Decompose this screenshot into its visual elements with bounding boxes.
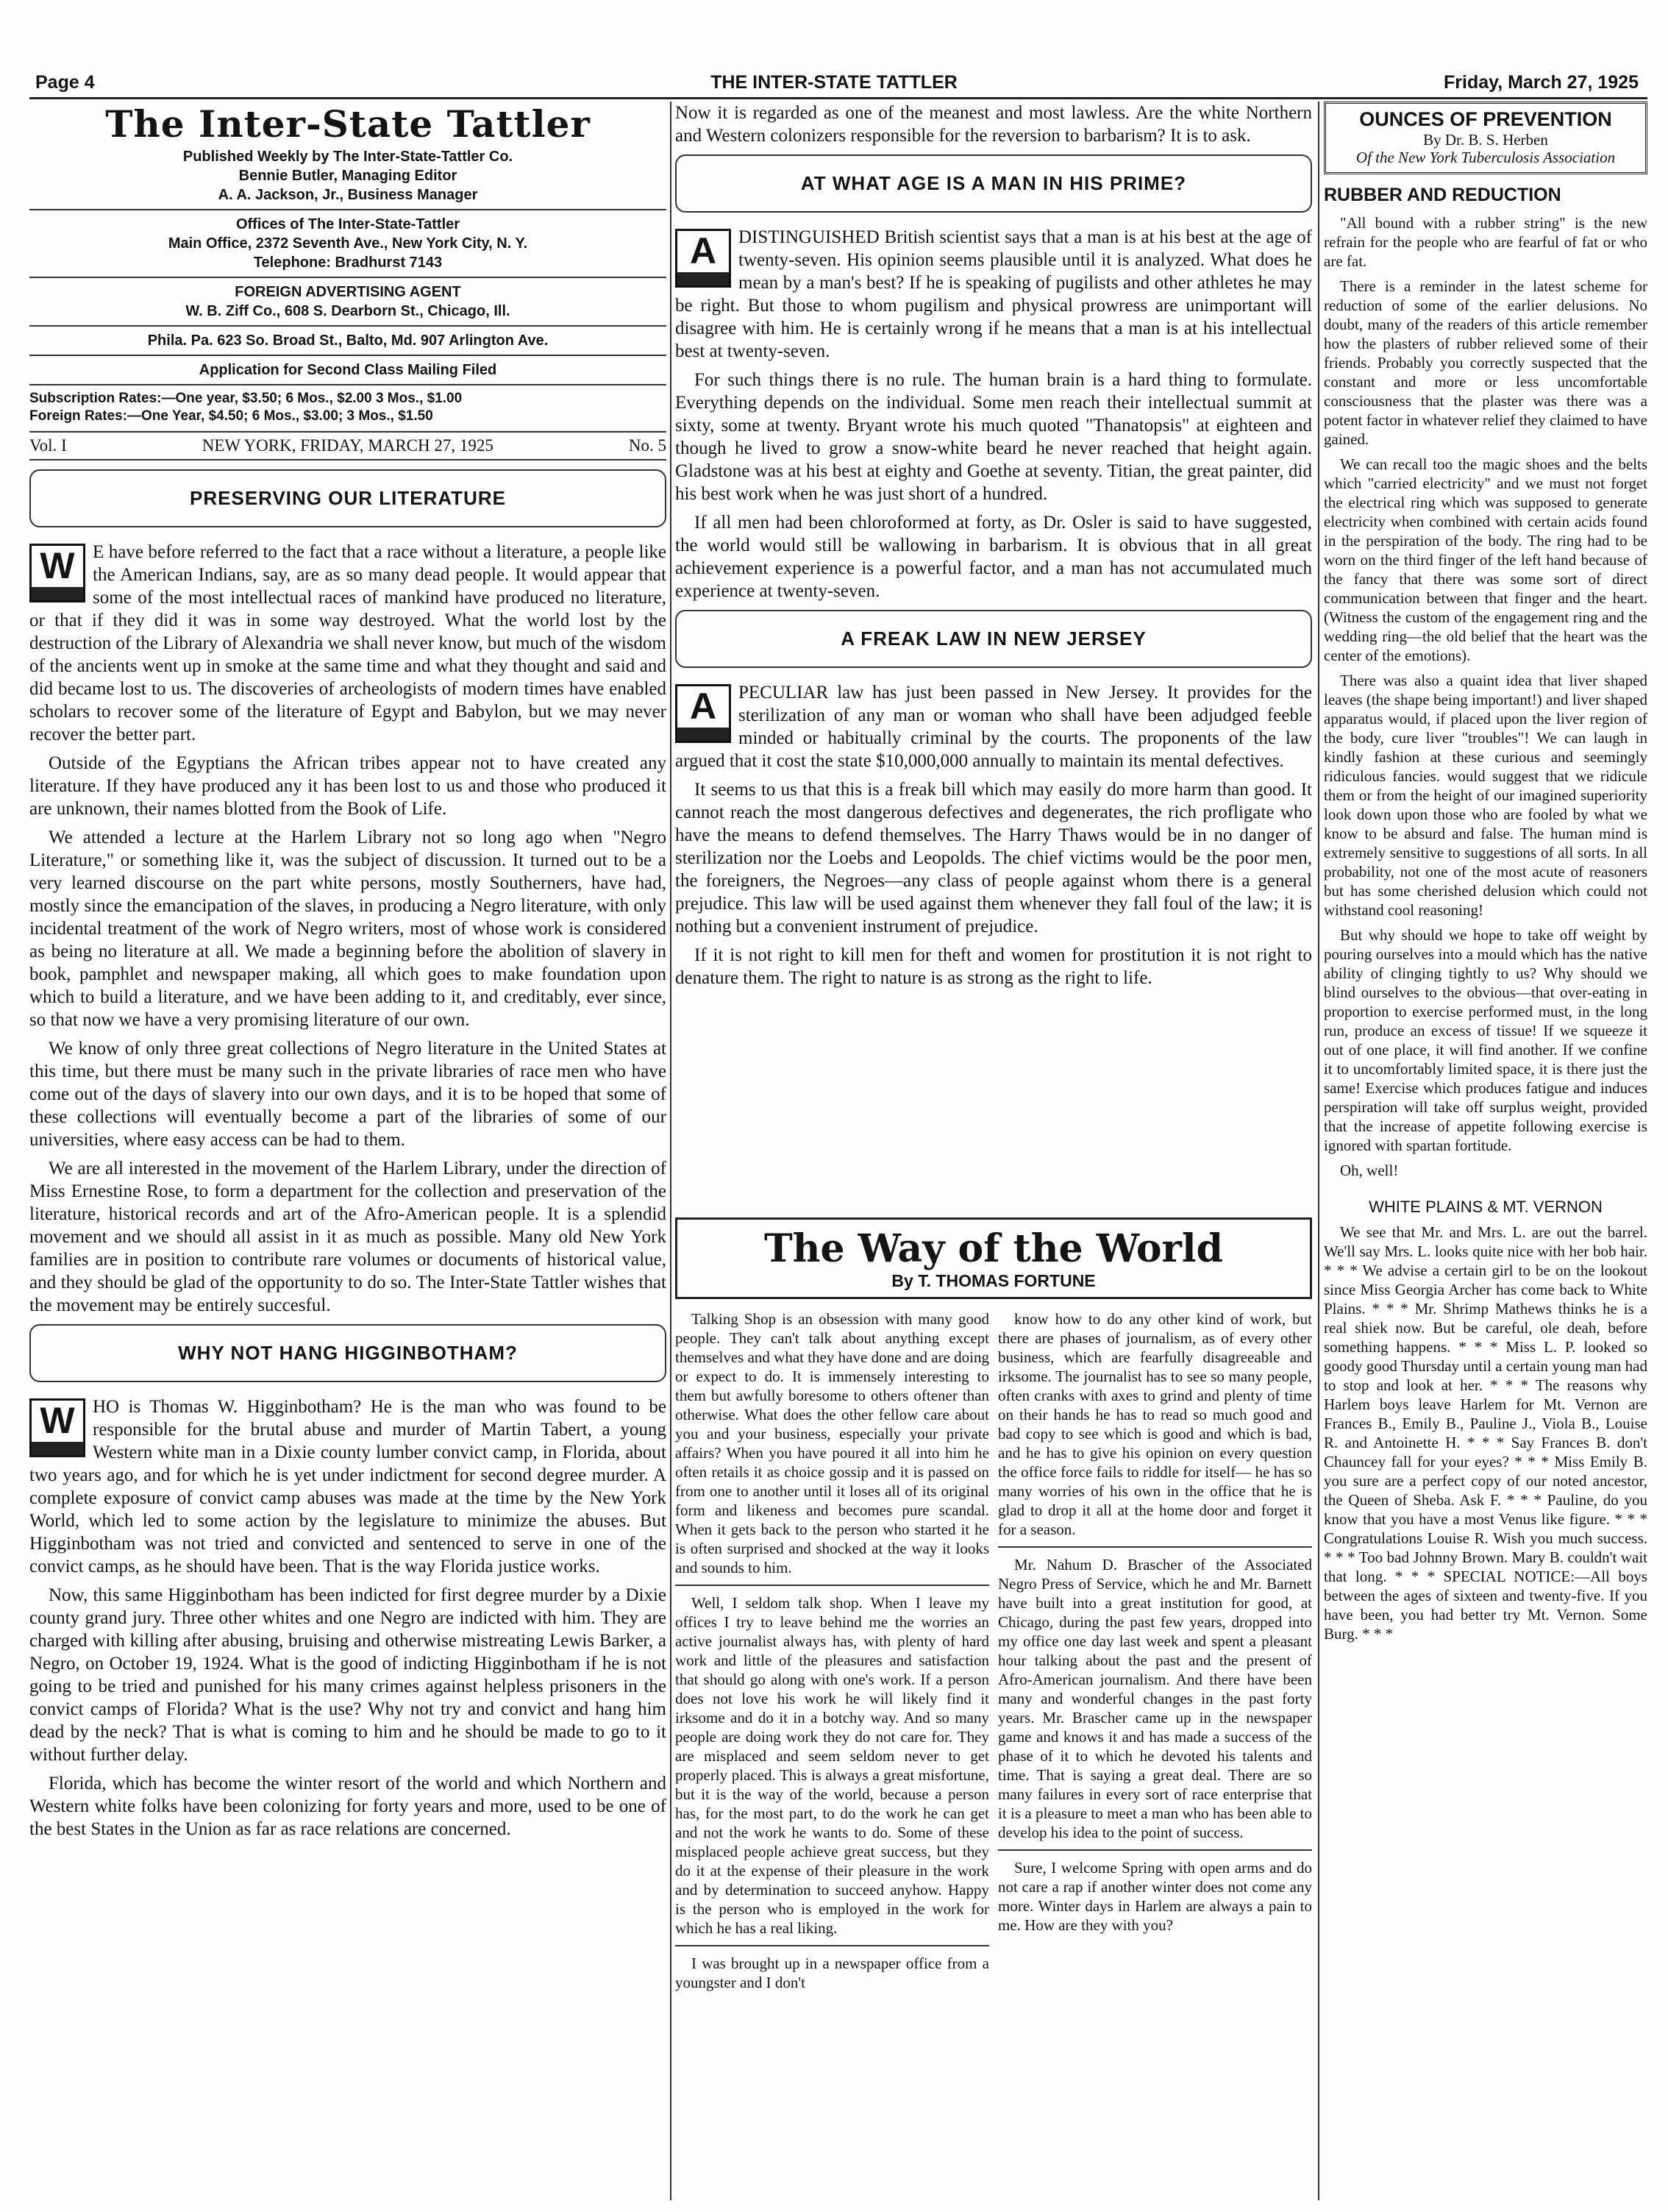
separator — [998, 1546, 1312, 1548]
paragraph: know how to do any other kind of work, but there are phases of journalism, as of every other business, which are fearfully disagreeable and irksome. The journalist has to see so many people, often cranks with axes to grind and plenty of time on their hands he has to read so much good and bad copy to see which is good and which is bad, and he has to give his opinion on every question the office force fails to riddle for itself— he has so many worries of his own in the office that he is glad to drop it all at the home door and forget it for a season. — [998, 1310, 1312, 1538]
drop-cap-letter: W — [40, 1400, 75, 1441]
paragraph: We are all interested in the movement of the Harlem Library, under the direction of Miss Ernestine Rose, to form a department for the collection and preservation of the literature, historical records and art of the Afro-American people. It is a splendid movement and we should all assist in it as much as possible. Many old New York families are in position to contribute rare volumes or documents of historical value, and they should be glad of the opportunity to do so. The Inter-State Tattler wishes that the movement may be entirely succesful. — [29, 1159, 666, 1315]
folio-page: Page 4 — [35, 72, 95, 93]
subcolumn-left — [675, 1309, 989, 2177]
column-2 — [675, 102, 1312, 988]
article-freak-law — [675, 681, 1312, 989]
article-literature — [29, 541, 666, 1317]
paragraph: There is a reminder in the latest scheme for reduction of some of the earlier delusions. No doubt, many of the readers of this article remember how the plasters of rubber relieved some of their friends. Probably you correctly suspected that the constant and more or less uncomfortable consciousness that the plaster was there was a potent factor in whatever relief they claimed to have gained. — [1324, 277, 1647, 448]
folio-strip — [29, 72, 1639, 97]
paragraph: We know of only three great collections of Negro literature in the United States at this time, but there must be many such in the private libraries of race men who have come out of the days of slavery into our own days, and it is to be hoped that some of these collections will eventually become a part of the libraries of some of our universities, where easy access can be had to them. — [29, 1039, 666, 1150]
paragraph: But why should we hope to take off weight by pouring ourselves into a mould which has the native ability of clinging tightly to us? Why should we blind ourselves to the obvious—that over-eating in proportion to exercise performed must, in the long run, produce an excess of tissue! If we squeeze it out of one place, it will find another. If we confine it to uncomfortably limited space, it is there just the same! Exercise which produces fatigue and induces perspiration will take off surplus weight, provided that the increase of appetite following exercise is ignored with spartan fortitude. — [1324, 926, 1647, 1154]
way-of-the-world-heading — [675, 1217, 1312, 1299]
column-1 — [29, 102, 666, 2199]
paragraph: Now, this same Higginbotham has been indicted for first degree murder by a Dixie county grand jury. Three other whites and one Negro are indicted with him. They are charged with killing after abusing, bruising and otherwise mistreating Lewis Barker, a Negro, on October 19, 1924. What is the good of indicting Higginbotham if he is not going to be tried and punished for his many crimes against helpless prisoners in the convict camps of Florida? What is the use? Why not try and convict and hang him dead by the neck? That is what is coming to him and he should be made to go to it without further delay. — [29, 1585, 666, 1765]
paragraph: If it is not right to kill men for theft and women for prostitution it is not right to denature them. The right to nature is as strong as the right to life. — [675, 945, 1312, 988]
agent-line: W. B. Ziff Co., 608 S. Dearborn St., Chicago, Ill. — [185, 303, 510, 319]
article-higginbotham — [29, 1395, 666, 1841]
drop-cap — [675, 229, 731, 288]
separator — [675, 1585, 989, 1586]
column-rule — [670, 102, 671, 2200]
drop-cap — [29, 1398, 85, 1457]
masthead-line: Published Weekly by The Inter-State-Tattler Co. — [182, 149, 513, 165]
ounces-author: By Dr. B. S. Herben — [1423, 131, 1548, 149]
paragraph: Sure, I welcome Spring with open arms and do not care a rap if another winter does not come any more. Winter days in Harlem are always a pain to me. How are they with you? — [998, 1859, 1312, 1934]
paragraph: There was also a quaint idea that liver shaped leaves (the shape being important!) and liver shaped apparatus would, if placed upon the liver region of the body, cure liver "troubles"! We can laugh in kindly fashion at these curious and seemingly ridiculous fancies. would suggest that we ridicule them or from the height of our imagined superiority look down upon those who are fooled by what we know to be absurd and false. The human mind is extremely sensitive to suggestions of all sorts. In all probability, not one of the most acute of reasoners but has some cherished delusion which could not withstand cool reasoning! — [1324, 672, 1647, 919]
column-rule — [1318, 102, 1319, 2200]
drop-cap-letter: W — [40, 545, 75, 586]
paragraph: Oh, well! — [1340, 1162, 1399, 1179]
paragraph: We attended a lecture at the Harlem Library not so long ago when "Negro Literature," or something like it, was the subject of discussion. It turned out to be a very learned discourse on the part white persons, mostly Southerners, have had, mostly since the emancipation of the slaves, in producing a Negro literature, with only incidental treatment of the work of Negro writers, most of whose work is considered as being no literature at all. We made a beginning before the abolition of slavery in book, pamphlet and newspaper making, all which goes to make foundation upon which to build a literature, and we have been adding to it, and creditably, ever since, so that now we have a very promising literature of our own. — [29, 828, 666, 1030]
paragraph: PECULIAR law has just been passed in New Jersey. It provides for the sterilization of any man or woman who shall have been adjudged feeble minded or habitually criminal by the courts. The proponents of the law argued that it cost the state $10,000,000 annually to maintain its mental defectives. — [675, 683, 1312, 771]
ornament-icon — [677, 272, 729, 285]
offices-line: Offices of The Inter-State-Tattler — [235, 216, 460, 232]
paragraph: We see that Mr. and Mrs. L. are out the barrel. We'll say Mrs. L. looks quite nice with her bob hair. * * * We advise a certain girl to be on the lookout since Miss Georgia Archer has come back to White Plains. * * * Mr. Shrimp Mathews thinks he is a real shiek now. But be careful, ole deah, before something happens. * * * Miss L. P. looked so goody good Thursday until a certain young man had to stop and look at her. * * * The reasons why Harlem boys leave Harlem for Mt. Vernon are Frances B., Emily B., Pauline J., Viola B., Louise R. and Antoinette H. * * * Say Frances B. don't Chauncey fall for your eyes? * * * Miss Emily B. you sure are a perfect copy of our noted ancestor, the Queen of Sheba. Ask F. * * * Pauline, do you know that you have a most Venus like figure. * * * Congratulations Louise R. Wish you much success. * * * Too bad Johnny Brown. Mary B. couldn't wait that long. * * * SPECIAL NOTICE:—All boys between the ages of sixteen and twenty-five. If you have been, you had better try Mt. Vernon. Some Burg. * * * — [1324, 1223, 1647, 1643]
paragraph: It seems to us that this is a freak bill which may easily do more harm than good. It cannot reach the most dangerous defectives and degenerates, the rich profligate who have the means to defend themselves. The Harry Thaws would be in no danger of sterilization nor the Loebs and Leopolds. The chief victims would be the poor men, the foreigners, the Negroes—any class of people against whom there is a general prejudice. This law will be used against them whenever they fall foul of the law; it is nothing but a convenient instrument of prejudice. — [675, 780, 1312, 936]
subcolumn-right — [998, 1309, 1312, 2177]
paragraph: Outside of the Egyptians the African tribes appear not to have created any literature. If they have produced any it has been lost to us and those who produced it are unknown, their names blotted from the Book of Life. — [29, 753, 666, 819]
volume: Vol. I — [29, 436, 67, 455]
issue-number: No. 5 — [628, 436, 666, 455]
paragraph: Well, I seldom talk shop. When I leave my offices I try to leave behind me the worries an active journalist always has, with plenty of hard work and little of the pleasures and satisfaction that should go along with one's work. If a person does not love his work he will likely find it irksome and do it in a botchy way. And so many people are doing work they do not care for. They are misplaced and seem seldom never to get properly placed. This is always a great misfortune, but it is the way of the world, because a person has, for the most part, to do the work he can get and not the work he wants to do. Some of these misplaced people achieve great success, but they do it at the expense of their pleasure in the work and by determination to succeed anyhow. Happy is the person who is employed in the work for which he has a real liking. — [675, 1594, 989, 1937]
masthead-name: The Inter-State Tattler — [105, 102, 591, 146]
ounces-of-prevention-box — [1324, 102, 1647, 174]
paragraph: Florida, which has become the winter resort of the world and which Northern and Western white folks have been colonizing for forty years and more, used to be one of the best States in the Union as far as race relations are concerned. — [29, 1774, 666, 1839]
paragraph: HO is Thomas W. Higginbotham? He is the man who was found to be responsible for the brutal abuse and murder of Martin Tabert, a young Western white man in a Dixie county lumber convict camp, in Florida, about two years ago, and for which he is yet under indictment for second degree murder. A complete exposure of convict camp abuses was made at the time by the New York World, which led to some action by the legislature to minimize the abuses. But Higginbotham was not tried and convicted and sentenced to serve in one of the convict camps, as he should have been. That is the way Florida justice works. — [29, 1397, 666, 1576]
paragraph: If all men had been chloroformed at forty, as Dr. Osler is said to have suggested, the world would still be wallowing in barbarism. It is obvious that in all great achievement experience is a powerful factor, and a man has not accumulated much experience at twenty-seven. — [675, 513, 1312, 601]
branches-line: Phila. Pa. 623 So. Broad St., Balto, Md. 907 Arlington Ave. — [147, 332, 549, 349]
volume-line — [29, 431, 666, 460]
rates-line: Foreign Rates:—One Year, $4.50; 6 Mos., $3.00; 3 Mos., $1.50 — [29, 408, 433, 424]
folio-rule — [29, 97, 1647, 99]
way-of-the-world-columns — [675, 1309, 1312, 2177]
offices-line: Main Office, 2372 Seventh Ave., New York City, N. Y. — [168, 235, 528, 252]
continued-paragraph: Now it is regarded as one of the meanest and most lawless. Are the white Northern and Western colonizers responsible for the reversion to barbarism? It is to ask. — [675, 103, 1312, 146]
separator — [998, 1849, 1312, 1851]
headline-prime: AT WHAT AGE IS A MAN IN HIS PRIME? — [675, 154, 1312, 213]
separator — [675, 1945, 989, 1946]
paragraph: DISTINGUISHED British scientist says that a man is at his best at the age of twenty-seven. His opinion seems plausible until it is analyzed. What does he mean by a man's best? If he is speaking of pugilists and other athletes he may be right. But those to whom pugilism and physical prowress are unimportant will disagree with him. He is certainly wrong if he means that a man is at his intellectual best at twenty-seven. — [675, 227, 1312, 361]
offices-line: Telephone: Bradhurst 7143 — [253, 255, 443, 271]
headline-rubber: RUBBER AND REDUCTION — [1324, 185, 1561, 205]
ounces-affiliation: Of the New York Tuberculosis Association — [1355, 149, 1616, 166]
drop-cap — [29, 544, 85, 602]
column-title: The Way of the World — [763, 1226, 1224, 1271]
headline-higginbotham: WHY NOT HANG HIGGINBOTHAM? — [29, 1324, 666, 1382]
paragraph: "All bound with a rubber string" is the new refrain for the people who are fearful of fat or who are fat. — [1324, 214, 1647, 270]
ounces-title: OUNCES OF PREVENTION — [1359, 108, 1612, 130]
drop-cap-letter: A — [689, 230, 717, 271]
paragraph: For such things there is no rule. The human brain is a hard thing to formulate. Everything depends on the individual. Some men reach their intellectual summit at sixty, some at twenty. Bryant wrote his much quoted "Thanatopsis" at eighteen and though he lived to grow a snow-white beard he never reached that height again. Gladstone was at his best at eighty and Goethe at seventy. Titian, the great painter, did his best work when he was just short of a hundred. — [675, 370, 1312, 504]
drop-cap-letter: A — [689, 686, 717, 727]
ornament-icon — [32, 1442, 83, 1455]
dateline: NEW YORK, FRIDAY, MARCH 27, 1925 — [202, 436, 493, 455]
agent-line: FOREIGN ADVERTISING AGENT — [235, 284, 461, 300]
masthead-line: A. A. Jackson, Jr., Business Manager — [218, 187, 478, 203]
article-prime — [675, 226, 1312, 602]
paragraph: Mr. Nahum D. Brascher of the Associated Negro Press of Service, which he and Mr. Barnett have built into a great institution for good, at Chicago, during the past few years, dropped into my office one day last week and spent a pleasant hour talking about the past and the present of Afro-American journalism. And there have been many and wonderful changes in the past forty years. Mr. Brascher came up in the newspaper game and knows it and has made a success of the phase of it to which he devoted his talents and time. That is saying a great deal. There are so many failures in every sort of race enterprise that it is a pleasure to meet a man who has been able to develop his idea to the point of success. — [998, 1556, 1312, 1841]
ornament-icon — [32, 587, 83, 600]
headline-literature: PRESERVING OUR LITERATURE — [29, 469, 666, 527]
paragraph: We can recall too the magic shoes and the belts which "carried electricity" and we must not forget the electrical ring which was supposed to generate electricity when combined with certain acids found in the perspiration of the body. The ring had to be worn on the third finger of the left hand because of the fancy that there was some sort of direct communication between that finger and the heart. (Witness the custom of the engagement ring and the wedding ring—the old belief that the heart was the center of the emotions). — [1324, 455, 1647, 664]
mailing-line: Application for Second Class Mailing Filed — [199, 362, 497, 378]
folio-paper: THE INTER-STATE TATTLER — [710, 72, 958, 93]
paragraph: Talking Shop is an obsession with many good people. They can't talk about anything except themselves and what they have done and are doing or expect to do. It is immensely interesting to them but awfully boresome to others oftener than otherwise. What does the other fellow care about you and your business, especially your private affairs? When you have poured it all into him he often retails it as choice gossip and it is passed on from one to another until it loses all of its original form and likeness and becomes pure scandal. When it gets back to the person who started it he is often surprised and shocked at the way it looks and sounds to him. — [675, 1310, 989, 1576]
way-of-the-world — [675, 1217, 1312, 2199]
rates-line: Subscription Rates:—One year, $3.50; 6 Mos., $2.00 3 Mos., $1.00 — [29, 391, 463, 406]
headline-freak-law: A FREAK LAW IN NEW JERSEY — [675, 610, 1312, 668]
paragraph: E have before referred to the fact that a race without a literature, a people like the American Indians, say, are as so many dead people. It would appear that some of the most intellectual races of mankind have produced no literature, or that if they did it was in some way destroyed. What the world lost by the destruction of the Library of Alexandria we shall never know, but much of the wisdom of the ancients went up in smoke at the same time and what they thought and said and did became lost to us. The discoveries of archeologists of modern times have enabled scholars to recover some of the literature of Egypt and Babylon, but we may never recover the better part. — [29, 542, 666, 744]
column-3 — [1324, 102, 1647, 2199]
masthead-line: Bennie Butler, Managing Editor — [238, 168, 457, 184]
paragraph: I was brought up in a newspaper office from a youngster and I don't — [675, 1955, 989, 1991]
ornament-icon — [677, 728, 729, 741]
drop-cap — [675, 684, 731, 743]
masthead — [29, 102, 666, 425]
byline: By T. THOMAS FORTUNE — [891, 1271, 1096, 1290]
headline-white-plains: WHITE PLAINS & MT. VERNON — [1369, 1198, 1603, 1216]
folio-date: Friday, March 27, 1925 — [1444, 72, 1639, 93]
